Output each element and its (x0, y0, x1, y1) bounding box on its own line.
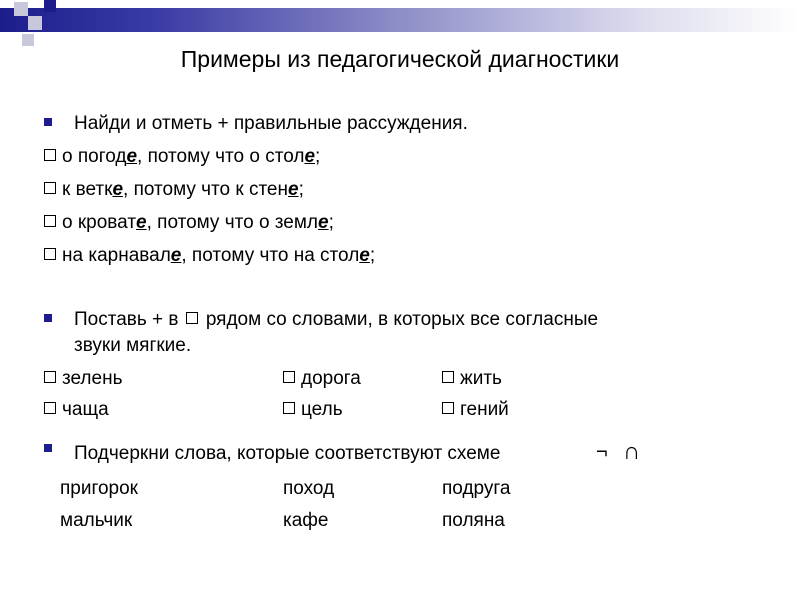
checkbox[interactable] (283, 402, 295, 414)
word-option: зелень (44, 368, 122, 390)
word-item[interactable]: кафе (283, 510, 329, 531)
bullet-icon (44, 444, 52, 452)
checkbox[interactable] (44, 182, 56, 194)
word-option: гений (442, 399, 509, 421)
deco-square (14, 2, 28, 16)
bullet-icon (44, 118, 52, 126)
checkbox[interactable] (442, 371, 454, 383)
header-gradient-bar (0, 8, 800, 32)
word-option: жить (442, 368, 502, 390)
checkbox[interactable] (44, 371, 56, 383)
bullet-icon (44, 314, 52, 322)
section2-instruction: Поставь + в рядом со словами, в которых все согласные (74, 309, 599, 330)
word-option: чаща (44, 399, 109, 421)
scheme-root-icon: ∩ (623, 438, 641, 465)
deco-square (28, 16, 42, 30)
slide-title: Примеры из педагогической диагностики (180, 46, 620, 72)
checkbox[interactable] (442, 402, 454, 414)
section2-instruction-line2: звуки мягкие. (74, 335, 192, 356)
scheme-prefix-icon: ¬ (596, 441, 608, 463)
section3-instruction: Подчеркни слова, которые соответствуют схеме (74, 443, 501, 464)
checkbox-icon (186, 312, 198, 324)
deco-square (22, 34, 34, 46)
checkbox[interactable] (44, 215, 56, 227)
word-item[interactable]: подруга (442, 478, 511, 499)
list-item: о погоде, потому что о столе; (44, 146, 320, 168)
word-option: дорога (283, 368, 361, 390)
word-item[interactable]: мальчик (60, 510, 133, 531)
list-item: к ветке, потому что к стене; (44, 179, 304, 201)
word-item[interactable]: поход (283, 478, 335, 499)
checkbox[interactable] (44, 248, 56, 260)
word-item[interactable]: поляна (442, 510, 505, 531)
list-item: на карнавале, потому что на столе; (44, 245, 375, 267)
word-item[interactable]: пригорок (60, 478, 138, 499)
checkbox[interactable] (283, 371, 295, 383)
word-option: цель (283, 399, 343, 421)
section1-instruction: Найди и отметь + правильные рассуждения. (74, 113, 468, 134)
list-item: о кровате, потому что о земле; (44, 212, 334, 234)
checkbox[interactable] (44, 402, 56, 414)
deco-square (44, 0, 56, 12)
checkbox[interactable] (44, 149, 56, 161)
